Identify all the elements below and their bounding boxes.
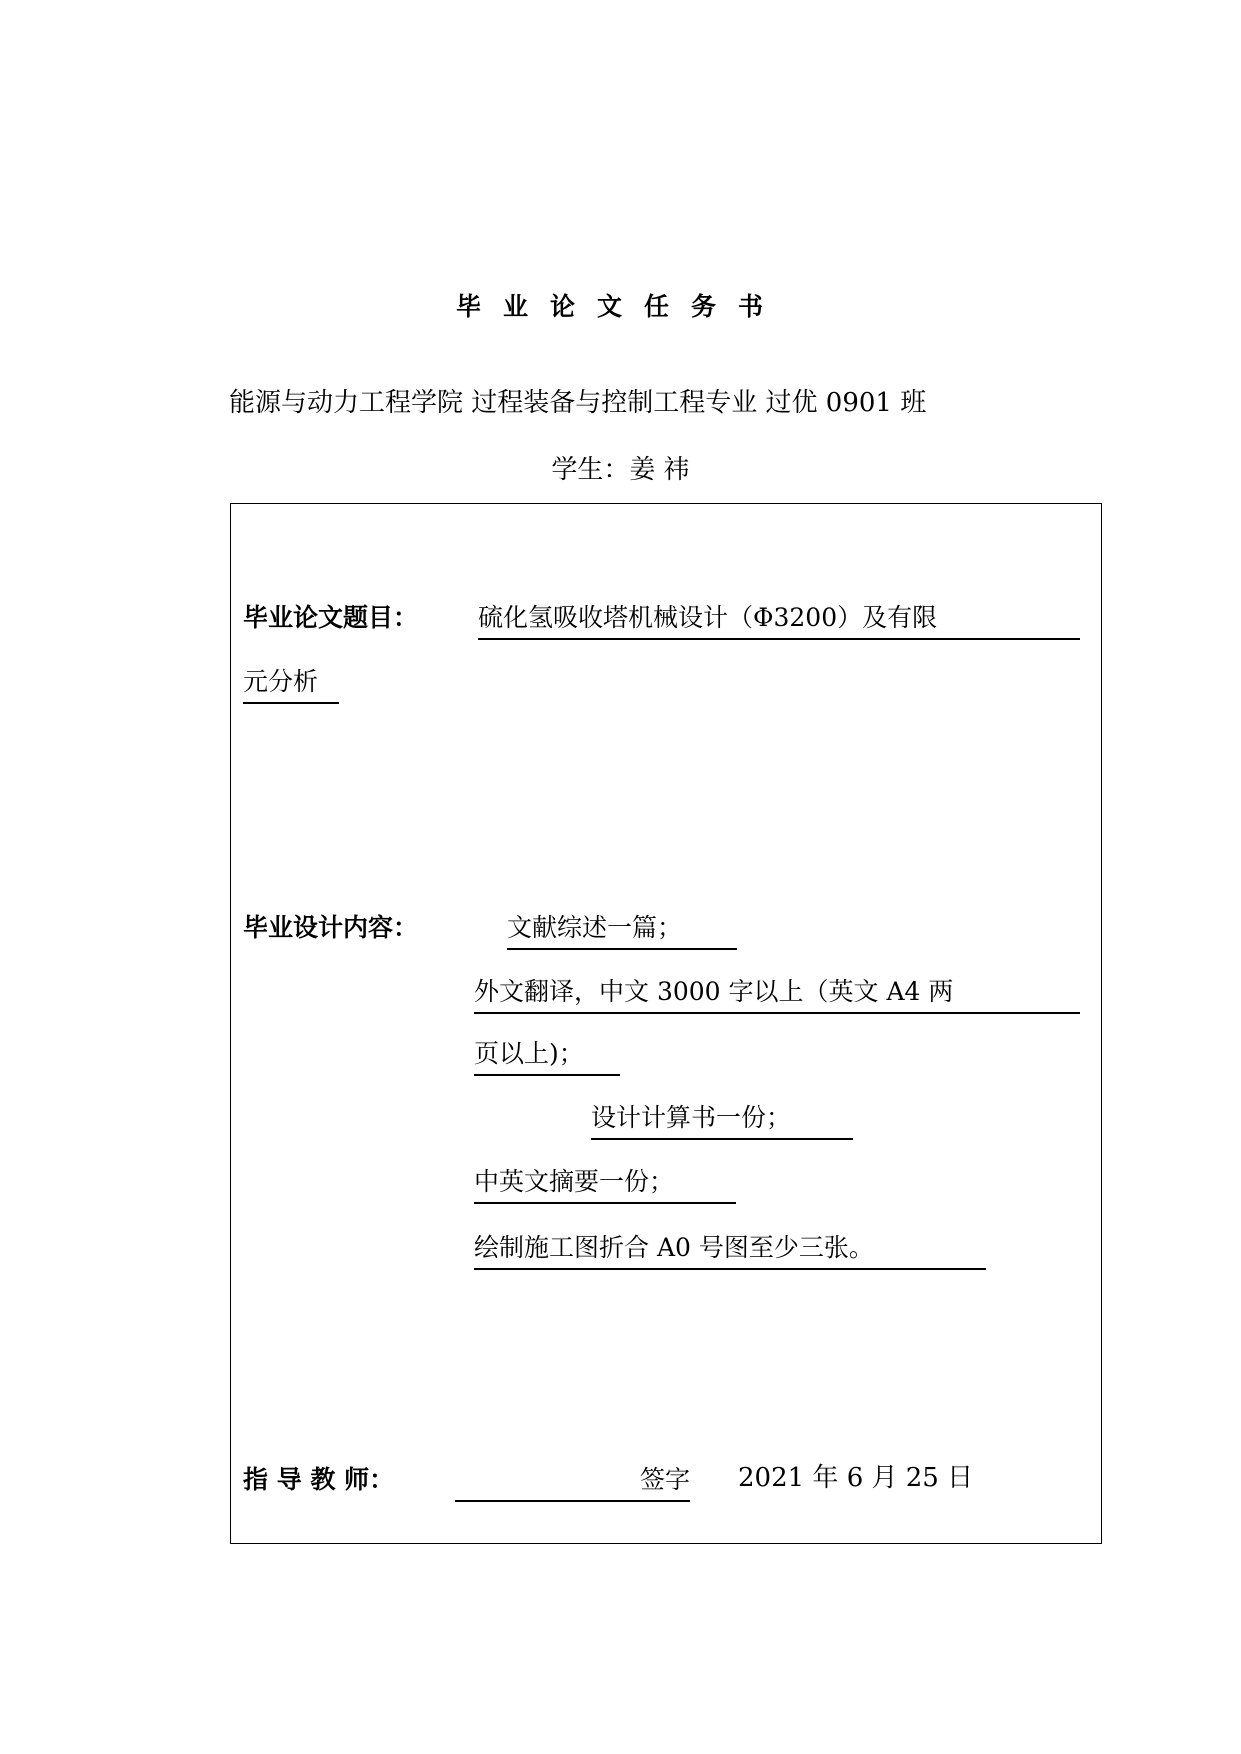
content-label: 毕业设计内容： — [243, 913, 419, 942]
signature-date: 2021 年 6 月 25 日 — [738, 1463, 974, 1493]
content-item-5: 中英文摘要一份； — [474, 1164, 736, 1204]
topic-label: 毕业论文题目： — [243, 603, 419, 632]
department-line: 能源与动力工程学院 过程装备与控制工程专业 过优 0901 班 — [229, 388, 927, 418]
advisor-label: 指 导 教 师： — [243, 1465, 395, 1494]
signature-label: 签字 — [639, 1465, 690, 1494]
content-item-1: 文献综述一篇； — [507, 910, 737, 950]
task-form-box — [230, 503, 1102, 1544]
topic-value-line2: 元分析 — [243, 664, 339, 704]
content-item-6: 绘制施工图折合 A0 号图至少三张。 — [474, 1230, 986, 1270]
document-title: 毕业论文任务书 — [455, 292, 785, 321]
content-item-2: 外文翻译，中文 3000 字以上（英文 A4 两 — [474, 974, 1080, 1014]
advisor-signature-line — [455, 1462, 690, 1502]
student-line: 学生：姜 祎 — [551, 455, 690, 485]
content-item-3: 页以上)； — [474, 1036, 620, 1076]
content-item-4: 设计计算书一份； — [591, 1100, 853, 1140]
topic-value-line1: 硫化氢吸收塔机械设计（Φ3200）及有限 — [478, 600, 1080, 640]
